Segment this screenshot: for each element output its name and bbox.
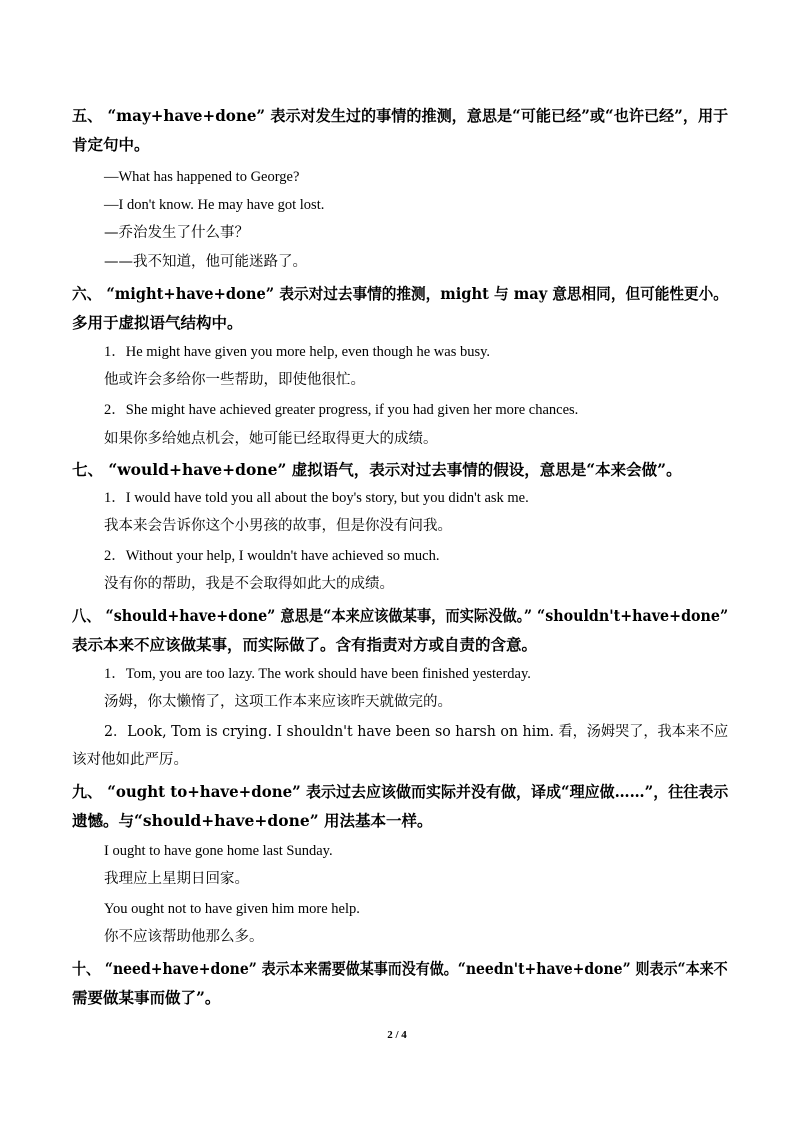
section-5-example-2: —I don't know. He may have got lost. <box>104 197 325 213</box>
section-5-example-1: —What has happened to George? <box>104 169 300 185</box>
section-7-translation-1: 我本来会告诉你这个小男孩的故事，但是你没有问我。 <box>104 518 452 534</box>
page-number: 2 / 4 <box>387 1029 407 1041</box>
section-7-heading: 七、 “would+have+done” 虚拟语气，表示对过去事情的假设，意思是“本来会做”。 <box>72 460 682 479</box>
section-8-translation-1: 汤姆，你太懒惰了，这项工作本来应该昨天就做完的。 <box>104 694 452 710</box>
section-7-example-2: 2．Without your help, I wouldn't have achieved so much. <box>104 548 440 564</box>
section-8-example-2: 2．Look, Tom is crying. I shouldn't have been so harsh on him. 看，汤姆哭了，我本来不应 <box>104 724 729 740</box>
section-5-translation-1: —乔治发生了什么事？ <box>104 225 249 241</box>
section-9-heading-line-1: 九、 “ought to+have+done” 表示过去应该做而实际并没有做，译成“理应做……”，往往表示 <box>72 782 729 801</box>
section-7-translation-2: 没有你的帮助，我是不会取得如此大的成绩。 <box>104 576 394 592</box>
section-6-heading-line-1: 六、 “might+have+done” 表示对过去事情的推测，might 与 may 意思相同，但可能性更小。 <box>72 284 728 303</box>
section-9-example-1: I ought to have gone home last Sunday. <box>104 843 333 859</box>
section-5-heading-line-2: 肯定句中。 <box>72 135 150 154</box>
section-6-example-1: 1．He might have given you more help, even though he was busy. <box>104 344 491 360</box>
section-5-translation-2: ——我不知道，他可能迷路了。 <box>104 254 307 270</box>
section-9-translation-2: 你不应该帮助他那么多。 <box>104 929 264 945</box>
section-8-heading-line-1: 八、 “should+have+done” 意思是“本来应该做某事，而实际没做。” “shouldn't+have+done” <box>72 606 729 625</box>
section-10-heading-line-2: 需要做某事而做了”。 <box>72 988 221 1007</box>
section-9-heading-line-2: 遗憾。与“should+have+done” 用法基本一样。 <box>72 811 433 830</box>
section-6-heading-line-2: 多用于虚拟语气结构中。 <box>72 313 243 332</box>
section-8-heading-line-2: 表示本来不应该做某事，而实际做了。含有指责对方或自责的含意。 <box>72 635 538 654</box>
section-5-heading-line-1: 五、 “may+have+done” 表示对发生过的事情的推测，意思是“可能已经”或“也许已经”，用于 <box>72 106 729 125</box>
section-9-translation-1: 我理应上星期日回家。 <box>104 871 249 887</box>
section-9-example-2: You ought not to have given him more help. <box>104 901 360 917</box>
section-6-translation-1: 他或许会多给你一些帮助，即使他很忙。 <box>104 372 365 388</box>
section-10-heading-line-1: 十、 “need+have+done” 表示本来需要做某事而没有做。“needn't+have+done” 则表示“本来不 <box>72 959 728 978</box>
section-7-example-1: 1．I would have told you all about the boy's story, but you didn't ask me. <box>104 490 529 506</box>
section-8-example-2-continued: 该对他如此严厉。 <box>72 752 188 768</box>
section-8-example-1: 1．Tom, you are too lazy. The work should have been finished yesterday. <box>104 666 531 682</box>
section-6-example-2: 2．She might have achieved greater progress, if you had given her more chances. <box>104 402 579 418</box>
section-6-translation-2: 如果你多给她点机会，她可能已经取得更大的成绩。 <box>104 431 438 447</box>
